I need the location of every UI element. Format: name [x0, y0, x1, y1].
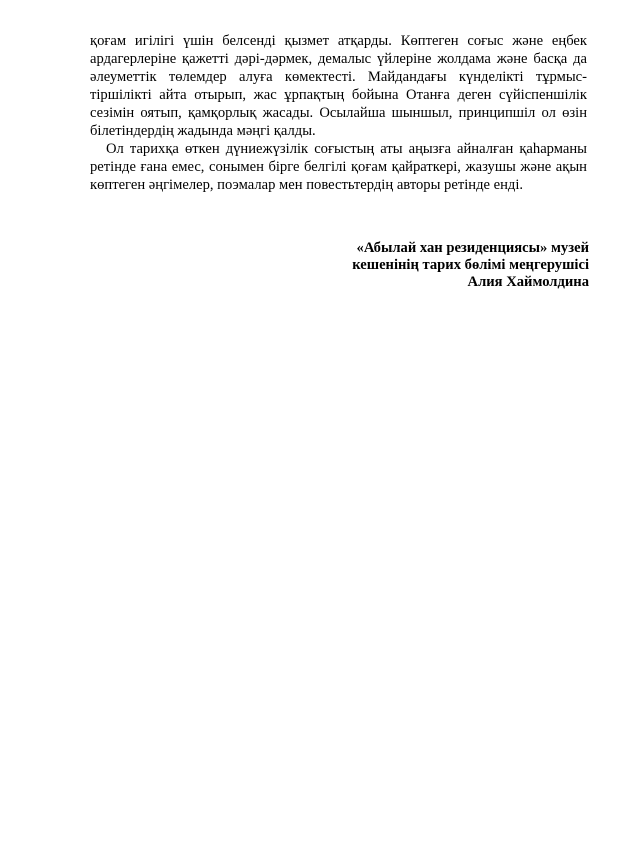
- signature-institution: «Абылай хан резиденциясы» музей: [356, 240, 589, 256]
- signature-author-name: Алия Хаймолдина: [467, 274, 589, 290]
- paragraph: Ол тарихқа өткен дүниежүзілік соғыстың аты аңызға айналған қаһарманы ретінде ғана емес, сонымен бірге белгілі қоғам қайраткері, жазушы және ақын көптеген әңгімелер, поэмалар мен повестьтердің авторы ретінде енді.: [90, 141, 587, 193]
- article-body: [90, 32, 587, 194]
- paragraph-continuation: қоғам игілігі үшін белсенді қызмет атқарды. Көптеген соғыс және еңбек ардагерлеріне қажетті дәрі-дәрмек, демалыс үйлеріне жолдама және басқа да әлеуметтік төлемдер алуға көмектесті. Майдандағы күнделікті тұрмыс-тіршілікті айта отырып, жас ұрпақтың бойына Отанға деген сүйіспеншілік сезімін оятып, қамқорлық жасады. Осылайша шыншыл, принципшіл ол өзін білетіндердің жадында мәңгі қалды.: [90, 33, 587, 139]
- author-signature: [352, 240, 589, 291]
- signature-position: кешенінің тарих бөлімі меңгерушісі: [352, 257, 589, 273]
